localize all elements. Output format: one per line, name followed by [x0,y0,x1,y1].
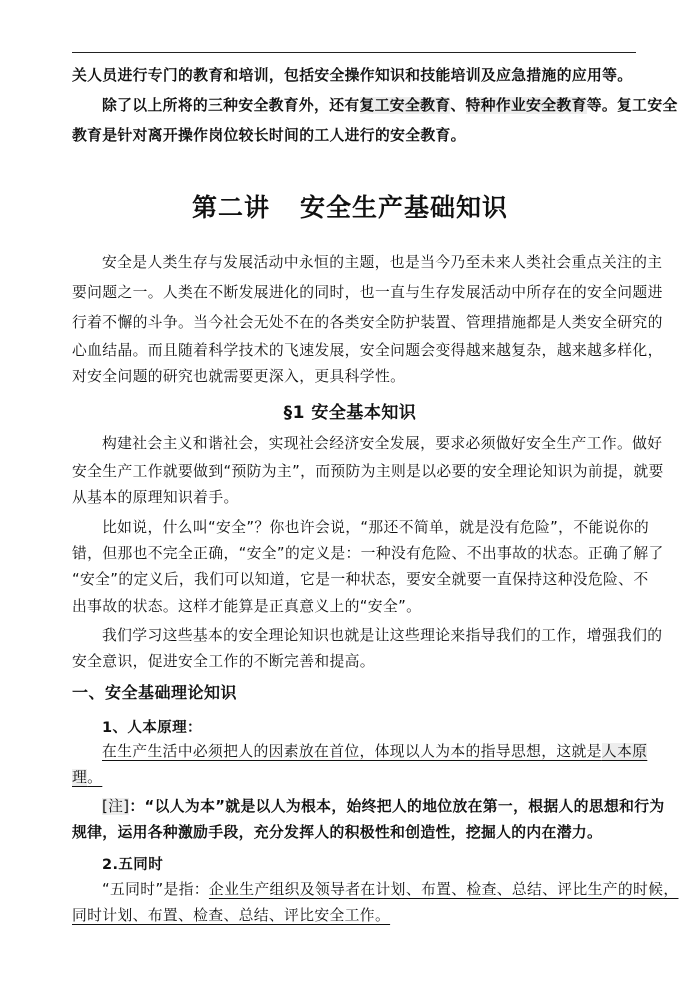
intro-line-2 [72,96,678,116]
lecture-title [0,188,700,224]
five-line-2-underlined: 同时计划、布置、检查、总结、评比安全工作。 [72,907,391,924]
five-line-1 [72,880,679,900]
five-line-1-pre: “五同时”是指： [102,881,209,898]
para3-line-3: “安全”的定义后，我们可以知道，它是一种状态，要安全就要一直保持这种没危险、不 [72,571,649,588]
para3-line-4: 出事故的状态。这样才能算是正真意义上的“安全”。 [72,598,422,615]
lecture-title-number: 第二讲 [191,193,270,222]
hl-human-principle: 人本原 [601,743,648,760]
hl-rework-safety-education: 复工安全教育 [359,97,451,114]
para1-line-2: 要问题之一。人类在不断发展进化的同时，也一直与生存发展活动中所存在的安全问题进 [72,284,663,301]
para2-line-3: 从基本的原理知识着手。 [72,489,239,506]
header-rule [72,52,636,53]
principle1-line-2 [72,768,636,788]
para2-line-1: 构建社会主义和谐社会，实现社会经济安全发展，要求必须做好安全生产工作。做好 [102,435,663,452]
para3-line-1: 比如说，什么叫“安全”？你也许会说，“那还不简单，就是没有危险”，不能说你的 [102,519,650,536]
note-line-1 [72,797,666,817]
heading-basic-theory: 一、安全基础理论知识 [72,683,238,702]
lecture-title-text: 安全生产基础知识 [300,193,509,222]
para4-line-2: 安全意识，促进安全工作的不断完善和提高。 [72,653,375,670]
para2-line-2: 安全生产工作就要做到“预防为主”，而预防为主则是以必要的安全理论知识为前提，就要 [72,463,664,480]
para4-line-1: 我们学习这些基本的安全理论知识也就是让这些理论来指导我们的工作，增强我们的 [102,627,663,644]
section-heading: §1 安全基本知识 [283,403,417,423]
note-line-1-text: ：“以人为本”就是以人为根本，始终把人的地位放在第一，根据人的思想和行为 [129,798,665,815]
intro-line-2-sep: 、 [450,97,466,114]
intro-line-2-post: 等。复工安全 [586,97,678,114]
principle1-underlined: 在生产生活中必须把人的因素放在首位，体现以人为本的指导思想，这就是 [102,743,602,760]
principle1-period: 。 [87,769,103,786]
para1-line-1: 安全是人类生存与发展活动中永恒的主题，也是当今乃至未来人类社会重点关注的主 [102,254,663,271]
para1-line-5: 对安全问题的研究也就需要更深入，更具科学性。 [72,368,406,385]
para1-line-3: 行着不懈的斗争。当今社会无处不在的各类安全防护装置、管理措施都是人类安全研究的 [72,314,663,331]
para1-line-4: 心血结晶。而且随着科学技术的飞速发展，安全问题会变得越来越复杂，越来越多样化， [72,342,663,359]
note-tag: [注] [102,798,130,815]
principle1-line-1 [72,742,666,762]
five-line-1-underlined: 企业生产组织及领导者在计划、布置、检查、总结、评比生产的时候， [208,881,679,898]
intro-line-3: 教育是针对离开操作岗位较长时间的工人进行的安全教育。 [72,127,466,144]
subheading-human-principle: 1、人本原理： [102,720,202,736]
five-line-2 [72,906,636,926]
hl-human-principle-end: 理 [72,769,88,786]
note-line-2: 规律，运用各种激励手段，充分发挥人的积极性和创造性，挖掘人的内在潜力。 [72,824,603,841]
intro-line-2-pre: 除了以上所将的三种安全教育外，还有 [102,97,360,114]
para3-line-2: 错，但那也不完全正确，“安全”的定义是：一种没有危险、不出事故的状态。正确了解了 [72,545,664,562]
intro-line-1: 关人员进行专门的教育和培训，包括安全操作知识和技能培训及应急措施的应用等。 [72,67,633,84]
subheading-five-simultaneous: 2.五同时 [102,857,164,873]
hl-special-operations-education: 特种作业安全教育 [465,97,587,114]
